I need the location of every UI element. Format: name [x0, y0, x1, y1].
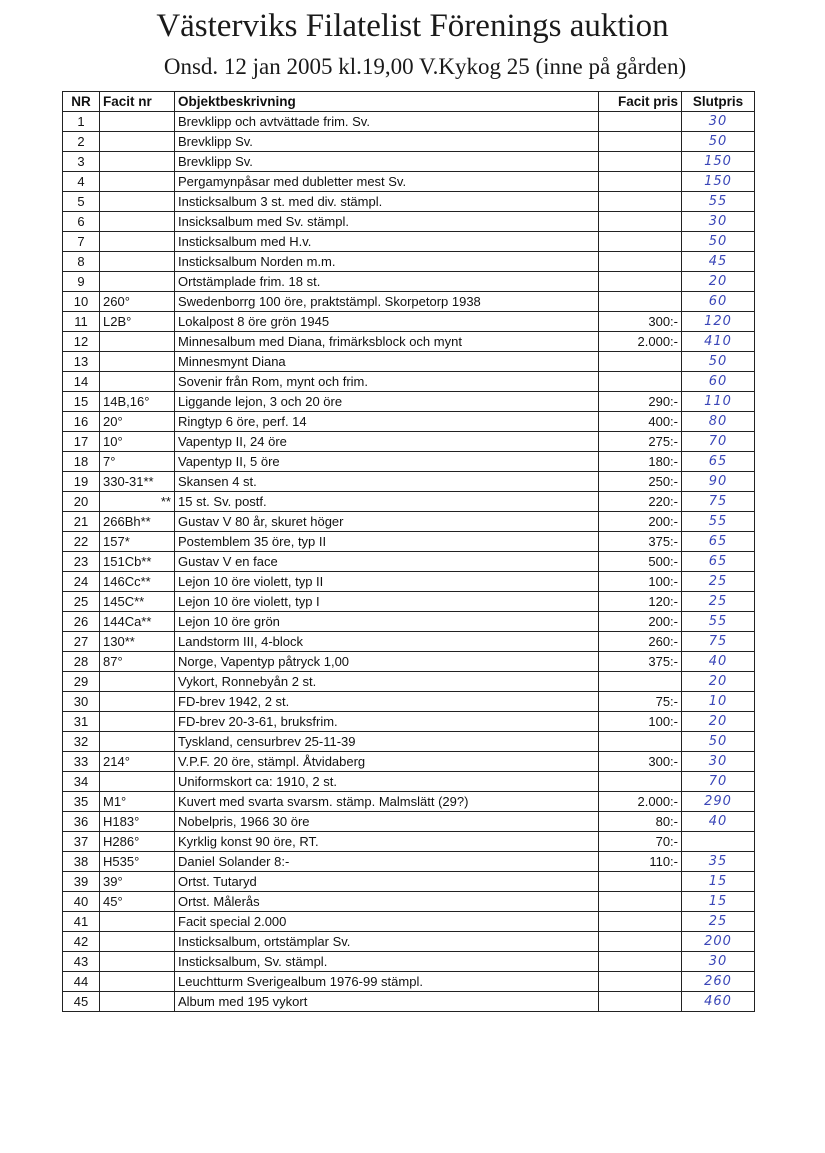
cell-nr: 41	[63, 912, 100, 932]
cell-slutpris: 20	[682, 672, 755, 692]
cell-slutpris: 75	[682, 492, 755, 512]
cell-nr: 27	[63, 632, 100, 652]
cell-facit-pris: 300:-	[599, 752, 682, 772]
cell-slutpris: 30	[682, 112, 755, 132]
cell-nr: 34	[63, 772, 100, 792]
cell-facit-pris: 70:-	[599, 832, 682, 852]
cell-nr: 31	[63, 712, 100, 732]
cell-nr: 18	[63, 452, 100, 472]
cell-nr: 28	[63, 652, 100, 672]
cell-facit-pris: 220:-	[599, 492, 682, 512]
cell-slutpris: 90	[682, 472, 755, 492]
page-title: Västerviks Filatelist Förenings auktion	[156, 8, 669, 44]
cell-nr: 39	[63, 872, 100, 892]
table-row	[63, 432, 755, 452]
table-row	[63, 412, 755, 432]
cell-slutpris: 25	[682, 912, 755, 932]
cell-nr: 2	[63, 132, 100, 152]
cell-facit-pris	[599, 352, 682, 372]
cell-objektbeskrivning: Lokalpost 8 öre grön 1945	[175, 312, 599, 332]
cell-nr: 17	[63, 432, 100, 452]
page-subtitle: Onsd. 12 jan 2005 kl.19,00 V.Kykog 25 (inne på gården)	[163, 54, 687, 79]
cell-slutpris	[682, 832, 755, 852]
table-row	[63, 152, 755, 172]
cell-facit-nr	[100, 932, 175, 952]
cell-nr: 40	[63, 892, 100, 912]
cell-facit-pris: 2.000:-	[599, 792, 682, 812]
cell-objektbeskrivning: Skansen 4 st.	[175, 472, 599, 492]
cell-facit-pris: 200:-	[599, 512, 682, 532]
cell-facit-nr	[100, 272, 175, 292]
table-row	[63, 592, 755, 612]
cell-objektbeskrivning: Brevklipp och avtvättade frim. Sv.	[175, 112, 599, 132]
cell-facit-nr: 39°	[100, 872, 175, 892]
cell-facit-nr	[100, 372, 175, 392]
column-header-slutpris: Slutpris	[682, 92, 755, 112]
cell-nr: 33	[63, 752, 100, 772]
cell-objektbeskrivning: Insticksalbum Norden m.m.	[175, 252, 599, 272]
cell-objektbeskrivning: Nobelpris, 1966 30 öre	[175, 812, 599, 832]
cell-objektbeskrivning: Ortst. Målerås	[175, 892, 599, 912]
cell-objektbeskrivning: Kuvert med svarta svarsm. stämp. Malmslätt (29?)	[175, 792, 599, 812]
cell-objektbeskrivning: V.P.F. 20 öre, stämpl. Åtvidaberg	[175, 752, 599, 772]
cell-facit-nr: 157*	[100, 532, 175, 552]
cell-nr: 8	[63, 252, 100, 272]
cell-objektbeskrivning: Brevklipp Sv.	[175, 152, 599, 172]
cell-slutpris: 20	[682, 272, 755, 292]
cell-facit-pris	[599, 732, 682, 752]
cell-facit-nr: 10°	[100, 432, 175, 452]
cell-facit-pris: 100:-	[599, 572, 682, 592]
table-row	[63, 652, 755, 672]
cell-facit-nr: 214°	[100, 752, 175, 772]
table-row	[63, 752, 755, 772]
cell-objektbeskrivning: Brevklipp Sv.	[175, 132, 599, 152]
cell-facit-pris	[599, 272, 682, 292]
cell-facit-pris	[599, 672, 682, 692]
cell-nr: 12	[63, 332, 100, 352]
cell-slutpris: 60	[682, 372, 755, 392]
cell-slutpris: 10	[682, 692, 755, 712]
cell-nr: 5	[63, 192, 100, 212]
table-row	[63, 792, 755, 812]
cell-facit-nr: M1°	[100, 792, 175, 812]
cell-facit-nr	[100, 732, 175, 752]
cell-facit-pris	[599, 772, 682, 792]
cell-objektbeskrivning: Lejon 10 öre grön	[175, 612, 599, 632]
cell-facit-pris: 300:-	[599, 312, 682, 332]
cell-nr: 16	[63, 412, 100, 432]
table-body	[63, 112, 755, 1012]
cell-facit-nr	[100, 132, 175, 152]
table-row	[63, 712, 755, 732]
cell-facit-pris: 290:-	[599, 392, 682, 412]
cell-facit-nr	[100, 772, 175, 792]
cell-facit-nr: 144Ca**	[100, 612, 175, 632]
cell-objektbeskrivning: Facit special 2.000	[175, 912, 599, 932]
cell-facit-pris: 120:-	[599, 592, 682, 612]
column-header-objektbeskrivning: Objektbeskrivning	[175, 92, 599, 112]
cell-nr: 22	[63, 532, 100, 552]
cell-facit-nr	[100, 712, 175, 732]
table-row	[63, 852, 755, 872]
table-row	[63, 452, 755, 472]
cell-slutpris: 260	[682, 972, 755, 992]
cell-facit-nr: **	[100, 492, 175, 512]
cell-facit-pris: 375:-	[599, 652, 682, 672]
cell-objektbeskrivning: Sovenir från Rom, mynt och frim.	[175, 372, 599, 392]
cell-slutpris: 460	[682, 992, 755, 1012]
cell-facit-nr	[100, 692, 175, 712]
cell-nr: 15	[63, 392, 100, 412]
cell-nr: 26	[63, 612, 100, 632]
cell-objektbeskrivning: Ringtyp 6 öre, perf. 14	[175, 412, 599, 432]
cell-slutpris: 20	[682, 712, 755, 732]
cell-slutpris: 150	[682, 172, 755, 192]
table-row	[63, 672, 755, 692]
cell-facit-pris: 275:-	[599, 432, 682, 452]
cell-facit-pris	[599, 952, 682, 972]
cell-facit-pris: 400:-	[599, 412, 682, 432]
cell-nr: 45	[63, 992, 100, 1012]
cell-nr: 38	[63, 852, 100, 872]
cell-slutpris: 30	[682, 952, 755, 972]
cell-nr: 3	[63, 152, 100, 172]
table-row	[63, 972, 755, 992]
cell-facit-nr: 45°	[100, 892, 175, 912]
cell-nr: 13	[63, 352, 100, 372]
cell-facit-pris: 2.000:-	[599, 332, 682, 352]
table-row	[63, 932, 755, 952]
table-row	[63, 112, 755, 132]
table-row	[63, 372, 755, 392]
cell-objektbeskrivning: FD-brev 20-3-61, bruksfrim.	[175, 712, 599, 732]
table-row	[63, 952, 755, 972]
cell-objektbeskrivning: Gustav V 80 år, skuret höger	[175, 512, 599, 532]
cell-slutpris: 25	[682, 572, 755, 592]
table-row	[63, 392, 755, 412]
cell-facit-nr: 146Cc**	[100, 572, 175, 592]
cell-facit-nr: 14B,16°	[100, 392, 175, 412]
cell-nr: 10	[63, 292, 100, 312]
table-row	[63, 992, 755, 1012]
cell-objektbeskrivning: Vapentyp II, 24 öre	[175, 432, 599, 452]
cell-facit-nr	[100, 192, 175, 212]
cell-objektbeskrivning: Insicksalbum med Sv. stämpl.	[175, 212, 599, 232]
table-row	[63, 492, 755, 512]
cell-slutpris: 25	[682, 592, 755, 612]
cell-nr: 4	[63, 172, 100, 192]
cell-objektbeskrivning: FD-brev 1942, 2 st.	[175, 692, 599, 712]
cell-facit-nr	[100, 172, 175, 192]
cell-facit-pris	[599, 112, 682, 132]
cell-objektbeskrivning: Ortstämplade frim. 18 st.	[175, 272, 599, 292]
table-row	[63, 572, 755, 592]
cell-slutpris: 70	[682, 432, 755, 452]
cell-nr: 37	[63, 832, 100, 852]
cell-facit-pris: 180:-	[599, 452, 682, 472]
cell-facit-nr	[100, 672, 175, 692]
cell-facit-pris	[599, 192, 682, 212]
cell-nr: 14	[63, 372, 100, 392]
cell-facit-pris	[599, 932, 682, 952]
table-row	[63, 832, 755, 852]
cell-objektbeskrivning: Liggande lejon, 3 och 20 öre	[175, 392, 599, 412]
cell-facit-nr: 145C**	[100, 592, 175, 612]
cell-facit-pris: 260:-	[599, 632, 682, 652]
cell-objektbeskrivning: Lejon 10 öre violett, typ II	[175, 572, 599, 592]
cell-nr: 44	[63, 972, 100, 992]
table-row	[63, 612, 755, 632]
cell-facit-nr	[100, 972, 175, 992]
cell-nr: 32	[63, 732, 100, 752]
cell-nr: 29	[63, 672, 100, 692]
cell-objektbeskrivning: Gustav V en face	[175, 552, 599, 572]
cell-facit-nr	[100, 252, 175, 272]
cell-nr: 43	[63, 952, 100, 972]
cell-slutpris: 150	[682, 152, 755, 172]
table-row	[63, 292, 755, 312]
cell-facit-pris	[599, 252, 682, 272]
cell-nr: 7	[63, 232, 100, 252]
cell-objektbeskrivning: Ortst. Tutaryd	[175, 872, 599, 892]
cell-nr: 21	[63, 512, 100, 532]
table-row	[63, 332, 755, 352]
cell-nr: 30	[63, 692, 100, 712]
table-row	[63, 532, 755, 552]
table-row	[63, 132, 755, 152]
cell-slutpris: 55	[682, 512, 755, 532]
cell-objektbeskrivning: Insticksalbum med H.v.	[175, 232, 599, 252]
cell-objektbeskrivning: 15 st. Sv. postf.	[175, 492, 599, 512]
cell-facit-nr	[100, 212, 175, 232]
column-header-facit-nr: Facit nr	[100, 92, 175, 112]
cell-facit-pris	[599, 972, 682, 992]
cell-objektbeskrivning: Norge, Vapentyp påtryck 1,00	[175, 652, 599, 672]
table-row	[63, 912, 755, 932]
cell-facit-pris: 500:-	[599, 552, 682, 572]
cell-nr: 19	[63, 472, 100, 492]
cell-slutpris: 45	[682, 252, 755, 272]
cell-facit-pris	[599, 992, 682, 1012]
cell-facit-pris: 200:-	[599, 612, 682, 632]
cell-facit-nr	[100, 112, 175, 132]
cell-facit-nr: 260°	[100, 292, 175, 312]
cell-facit-nr	[100, 232, 175, 252]
cell-slutpris: 50	[682, 132, 755, 152]
table-row	[63, 472, 755, 492]
cell-facit-pris	[599, 172, 682, 192]
cell-facit-nr: 87°	[100, 652, 175, 672]
cell-slutpris: 40	[682, 652, 755, 672]
table-row	[63, 692, 755, 712]
table-row	[63, 252, 755, 272]
auction-table	[62, 91, 755, 1012]
cell-facit-nr	[100, 332, 175, 352]
cell-slutpris: 40	[682, 812, 755, 832]
table-row	[63, 772, 755, 792]
cell-facit-nr	[100, 912, 175, 932]
cell-slutpris: 30	[682, 752, 755, 772]
cell-slutpris: 110	[682, 392, 755, 412]
cell-facit-pris: 80:-	[599, 812, 682, 832]
cell-objektbeskrivning: Kyrklig konst 90 öre, RT.	[175, 832, 599, 852]
cell-facit-nr: L2B°	[100, 312, 175, 332]
table-row	[63, 272, 755, 292]
cell-nr: 9	[63, 272, 100, 292]
cell-facit-nr: H183°	[100, 812, 175, 832]
cell-objektbeskrivning: Album med 195 vykort	[175, 992, 599, 1012]
cell-facit-nr: 266Bh**	[100, 512, 175, 532]
cell-facit-nr: 7°	[100, 452, 175, 472]
table-row	[63, 812, 755, 832]
cell-facit-nr: 20°	[100, 412, 175, 432]
cell-objektbeskrivning: Insticksalbum, ortstämplar Sv.	[175, 932, 599, 952]
cell-nr: 42	[63, 932, 100, 952]
cell-facit-pris: 250:-	[599, 472, 682, 492]
column-header-nr: NR	[63, 92, 100, 112]
table-row	[63, 232, 755, 252]
cell-slutpris: 55	[682, 192, 755, 212]
cell-facit-pris	[599, 152, 682, 172]
cell-slutpris: 35	[682, 852, 755, 872]
table-row	[63, 352, 755, 372]
table-row	[63, 172, 755, 192]
cell-facit-nr: H286°	[100, 832, 175, 852]
cell-facit-nr	[100, 992, 175, 1012]
cell-slutpris: 15	[682, 872, 755, 892]
cell-nr: 20	[63, 492, 100, 512]
cell-facit-pris	[599, 212, 682, 232]
cell-facit-pris	[599, 912, 682, 932]
cell-nr: 1	[63, 112, 100, 132]
table-row	[63, 312, 755, 332]
cell-nr: 11	[63, 312, 100, 332]
table-row	[63, 872, 755, 892]
cell-objektbeskrivning: Pergamynpåsar med dubletter mest Sv.	[175, 172, 599, 192]
cell-objektbeskrivning: Leuchtturm Sverigealbum 1976-99 stämpl.	[175, 972, 599, 992]
cell-facit-pris: 110:-	[599, 852, 682, 872]
cell-objektbeskrivning: Postemblem 35 öre, typ II	[175, 532, 599, 552]
cell-objektbeskrivning: Vykort, Ronnebyån 2 st.	[175, 672, 599, 692]
cell-objektbeskrivning: Lejon 10 öre violett, typ I	[175, 592, 599, 612]
cell-facit-nr	[100, 352, 175, 372]
cell-slutpris: 410	[682, 332, 755, 352]
table-row	[63, 552, 755, 572]
cell-slutpris: 60	[682, 292, 755, 312]
cell-facit-pris	[599, 892, 682, 912]
cell-facit-pris	[599, 872, 682, 892]
cell-objektbeskrivning: Minnesalbum med Diana, frimärksblock och mynt	[175, 332, 599, 352]
table-row	[63, 212, 755, 232]
cell-objektbeskrivning: Swedenborrg 100 öre, praktstämpl. Skorpetorp 1938	[175, 292, 599, 312]
cell-objektbeskrivning: Minnesmynt Diana	[175, 352, 599, 372]
cell-slutpris: 50	[682, 232, 755, 252]
cell-objektbeskrivning: Uniformskort ca: 1910, 2 st.	[175, 772, 599, 792]
cell-slutpris: 80	[682, 412, 755, 432]
cell-facit-pris	[599, 372, 682, 392]
cell-nr: 25	[63, 592, 100, 612]
table-row	[63, 632, 755, 652]
cell-facit-nr: 130**	[100, 632, 175, 652]
cell-facit-pris: 375:-	[599, 532, 682, 552]
cell-slutpris: 50	[682, 732, 755, 752]
cell-objektbeskrivning: Vapentyp II, 5 öre	[175, 452, 599, 472]
column-header-facit-pris: Facit pris	[599, 92, 682, 112]
cell-facit-nr: 151Cb**	[100, 552, 175, 572]
cell-objektbeskrivning: Insticksalbum, Sv. stämpl.	[175, 952, 599, 972]
cell-facit-pris: 100:-	[599, 712, 682, 732]
cell-slutpris: 75	[682, 632, 755, 652]
cell-facit-pris: 75:-	[599, 692, 682, 712]
table-row	[63, 892, 755, 912]
cell-facit-pris	[599, 232, 682, 252]
table-row	[63, 732, 755, 752]
table-row	[63, 192, 755, 212]
cell-facit-nr	[100, 952, 175, 972]
cell-slutpris: 50	[682, 352, 755, 372]
cell-nr: 23	[63, 552, 100, 572]
cell-facit-nr: H535°	[100, 852, 175, 872]
cell-slutpris: 290	[682, 792, 755, 812]
cell-facit-pris	[599, 292, 682, 312]
cell-nr: 35	[63, 792, 100, 812]
cell-slutpris: 200	[682, 932, 755, 952]
cell-facit-pris	[599, 132, 682, 152]
cell-slutpris: 70	[682, 772, 755, 792]
cell-slutpris: 55	[682, 612, 755, 632]
cell-slutpris: 120	[682, 312, 755, 332]
cell-slutpris: 30	[682, 212, 755, 232]
table-header-row	[63, 92, 755, 112]
cell-slutpris: 65	[682, 452, 755, 472]
cell-slutpris: 65	[682, 552, 755, 572]
cell-objektbeskrivning: Tyskland, censurbrev 25-11-39	[175, 732, 599, 752]
cell-nr: 36	[63, 812, 100, 832]
cell-slutpris: 15	[682, 892, 755, 912]
table-row	[63, 512, 755, 532]
cell-objektbeskrivning: Daniel Solander 8:-	[175, 852, 599, 872]
cell-nr: 6	[63, 212, 100, 232]
cell-nr: 24	[63, 572, 100, 592]
cell-facit-nr	[100, 152, 175, 172]
cell-objektbeskrivning: Insticksalbum 3 st. med div. stämpl.	[175, 192, 599, 212]
cell-objektbeskrivning: Landstorm III, 4-block	[175, 632, 599, 652]
cell-slutpris: 65	[682, 532, 755, 552]
cell-facit-nr: 330-31**	[100, 472, 175, 492]
